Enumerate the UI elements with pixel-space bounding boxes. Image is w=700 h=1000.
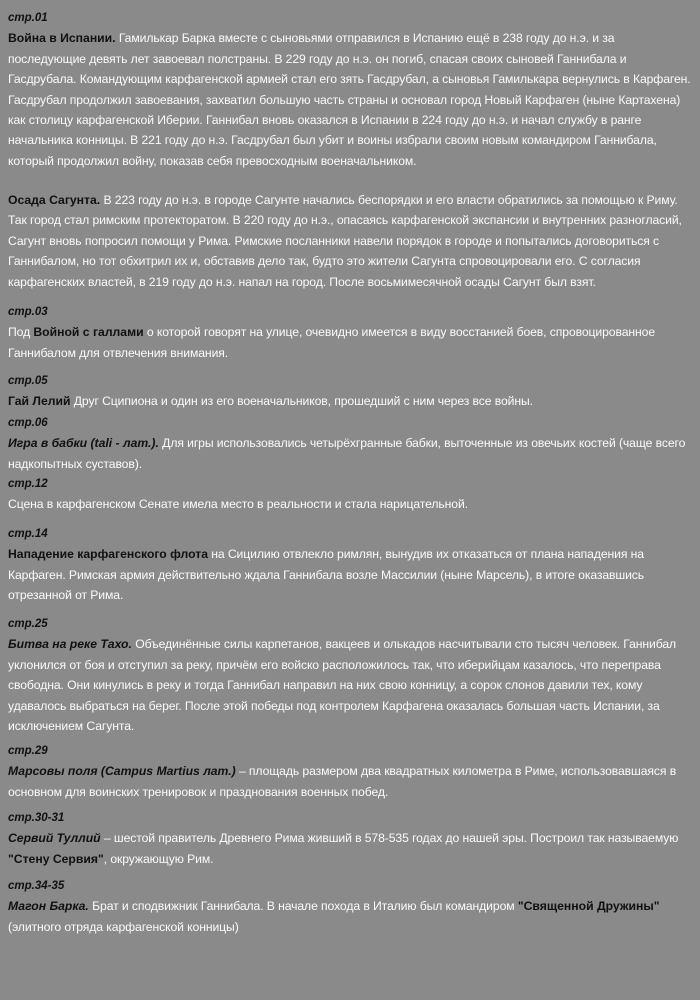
page-ref: стр.05 <box>8 375 48 387</box>
note-spain-war <box>8 8 692 171</box>
note-term: Войной с галлами <box>33 325 144 340</box>
note-term: Нападение карфагенского флота <box>8 547 208 562</box>
note-text-secondary: , окружающую Рим. <box>103 851 214 866</box>
note-servius-tullius <box>8 808 692 869</box>
page-ref: стр.25 <box>8 618 48 630</box>
page-ref: стр.06 <box>8 417 48 429</box>
note-mago-barca <box>8 876 692 937</box>
note-text: Гамилькар Барка вместе с сыновьями отправился в Испанию ещё в 238 году до н.э. и за последующие девять лет завоевал полстраны. В 229 году до н.э. он погиб, спасая своих сыновей Ганнибала и Гасдрубала. Командующим карфагенской армией стал его зять Гасдрубал, а сыновья Гамилькара вернулись в Карфаген. Гасдрубал продолжил завоевания, захватил большую часть страны и основал город Новый Карфаген (ныне Картахена) как столицу карфагенской Иберии. Ганнибал вновь оказался в Испании в 224 году до н.э. и начал службу в ранге начальника конницы. В 221 году до н.э. Гасдрубал был убит и воины избрали своим новым командиром Ганнибала, который продолжил войну, показав себя превосходным военачальником. <box>8 31 691 168</box>
note-text-secondary: (элитного отряда карфагенской конницы) <box>8 919 239 934</box>
note-text: о которой говорят на улице, очевидно имеется в виду восстанией боев, спровоцированное Ганнибалом для отвлечения внимания. <box>8 325 655 360</box>
note-term: Марсовы поля (Campus Martius лат.) <box>8 764 236 779</box>
note-text: Брат и сподвижник Ганнибала. В начале похода в Италию был командиром <box>88 899 518 914</box>
note-knucklebones <box>8 413 692 474</box>
note-term: Игра в бабки (tali - лат.). <box>8 436 159 451</box>
note-text: Для игры использовались четырёхгранные бабки, выточенные из овечьих костей (чаще всего надкопытных суставов). <box>8 436 686 471</box>
note-laelius <box>8 371 692 412</box>
note-term: Гай Лелий <box>8 394 71 409</box>
note-text: В 223 году до н.э. в городе Сагунте начались беспорядки и его власти обратились за помощью к Риму. Так город стал римским протекторатом. В 220 году до н.э., опасаясь карфагенской экспансии и внутренних разногласий, Сагунт вновь попросил помощи у Рима. Римские посланники навели порядок в городе и попытались договориться с Ганнибалом, но тот обхитрил их и, обставив дело так, будто это жители Сагунта спровоцировали его. С согласия карфагенских властей, в 219 году до н.э. напал на город. После восьмимесячной осады Сагунт был взят. <box>8 193 682 289</box>
note-gallic-war <box>8 302 692 363</box>
note-term: Битва на реке Тахо. <box>8 637 132 652</box>
note-tagus-battle <box>8 614 692 736</box>
note-term: Война в Испании. <box>8 31 116 46</box>
note-term-secondary: "Стену Сервия" <box>8 851 104 866</box>
note-campus-martius <box>8 741 692 802</box>
note-senate-scene <box>8 474 692 515</box>
note-text: Друг Сципиона и один из его военачальников, прошедший с ним через все войны. <box>70 394 533 409</box>
note-carthaginian-fleet <box>8 524 692 606</box>
note-term: Осада Сагунта. <box>8 193 101 207</box>
page-ref: стр.03 <box>8 306 48 318</box>
page-ref: стр.30-31 <box>8 812 65 824</box>
note-term-secondary: "Священной Дружины" <box>517 899 660 914</box>
note-text: – площадь размером два квадратных километра в Риме, использовавшаяся в основном для воинских тренировок и празднования военных побед. <box>8 764 677 799</box>
note-text: Сцена в карфагенском Сенате имела место в реальности и стала нарицательной. <box>8 497 468 512</box>
note-text: на Сицилию отвлекло римлян, вынудив их отказаться от плана нападения на Карфаген. Римская армия действительно ждала Ганнибала возле Массилии (ныне Марсель), в итоге оказавшись отрезанной от Рима. <box>8 547 645 603</box>
page-ref: стр.01 <box>8 12 48 24</box>
note-term: Сервий Туллий <box>8 831 101 846</box>
note-saguntum-siege <box>8 190 692 292</box>
note-pre-text: Под <box>8 325 34 340</box>
page-ref: стр.29 <box>8 745 48 757</box>
page-ref: стр.12 <box>8 478 48 490</box>
page-ref: стр.14 <box>8 528 48 540</box>
note-text: Объединённые силы карпетанов, вакцеев и олькадов насчитывали сто тысяч человек. Ганнибал уклонился от боя и отступил за реку, причём его войско расположилось так, что иберийцам казалось, что переправа свободна. Они кинулись в реку и тогда Ганнибал направил на них свою конницу, а сорок слонов давили тех, кому удавалось выбраться на берег. После этой победы под контролем Карфагена оказалась большая часть Испании, за исключением Сагунта. <box>8 637 677 734</box>
page-ref: стр.34-35 <box>8 880 65 892</box>
note-term: Магон Барка. <box>8 899 89 914</box>
note-text: – шестой правитель Древнего Рима живший в 578-535 годах до нашей эры. Построил так называемую <box>100 831 679 846</box>
